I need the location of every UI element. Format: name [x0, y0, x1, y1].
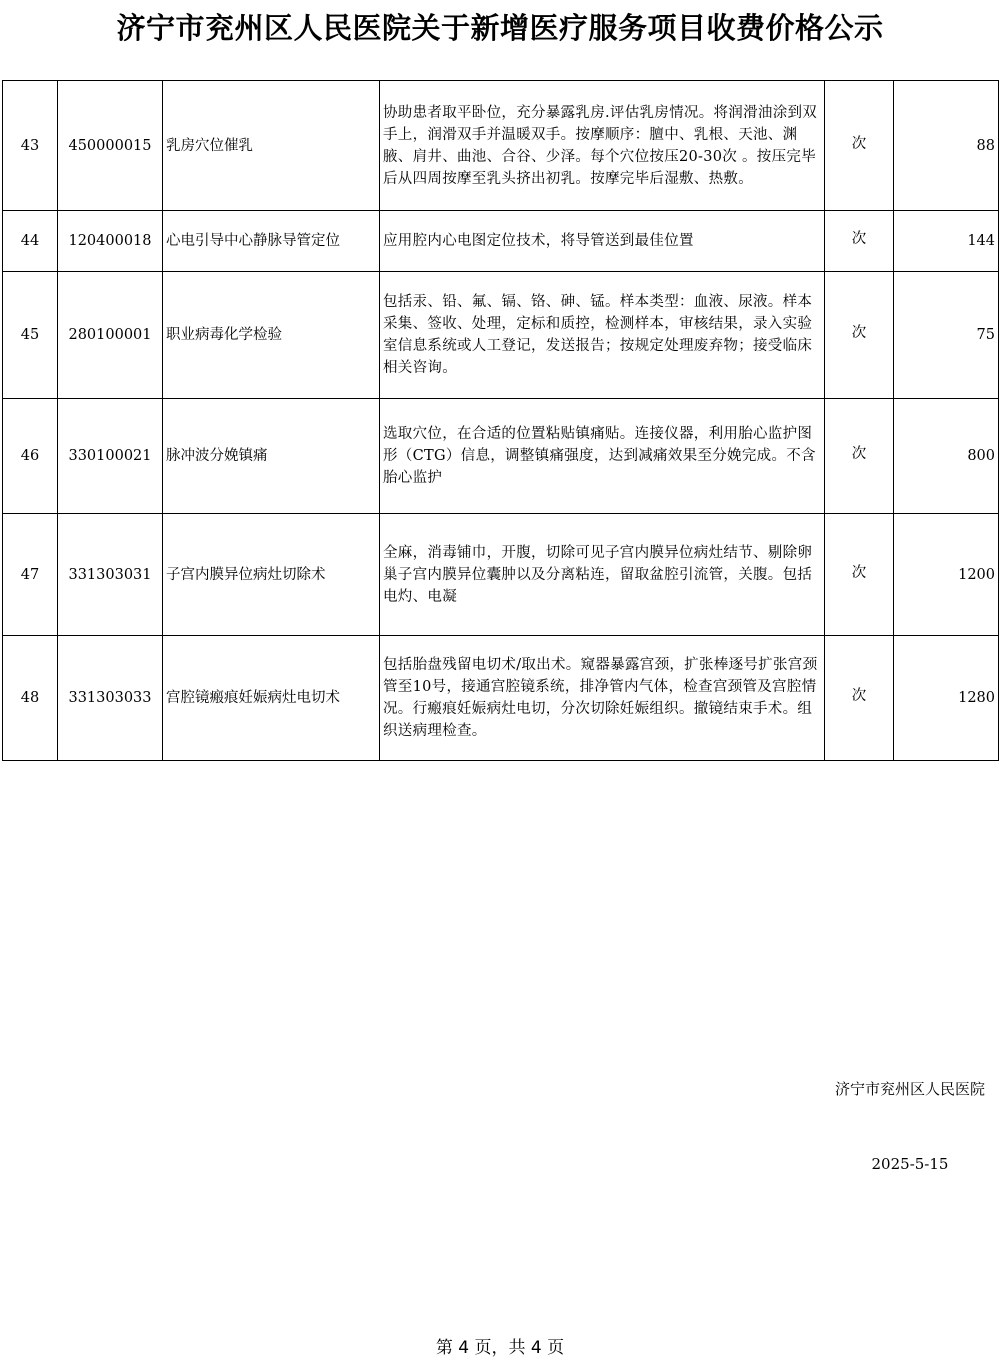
issuing-organization: 济宁市兖州区人民医院: [834, 1080, 985, 1098]
row-number: 48: [3, 636, 58, 761]
item-name: 脉冲波分娩镇痛: [163, 399, 380, 514]
item-code: 280100001: [58, 272, 163, 399]
table-row: [3, 399, 999, 514]
item-description: 全麻，消毒铺巾，开腹，切除可见子宫内膜异位病灶结节、剔除卵巢子宫内膜异位囊肿以及分离粘连，留取盆腔引流管，关腹。包括电灼、电凝: [380, 514, 825, 636]
item-price: 1200: [894, 514, 999, 636]
item-unit-text: 次: [851, 564, 867, 581]
item-price: 75: [894, 272, 999, 399]
item-price: 88: [894, 81, 999, 211]
item-price: 1280: [894, 636, 999, 761]
item-name: 心电引导中心静脉导管定位: [163, 211, 380, 272]
item-code: 450000015: [58, 81, 163, 211]
item-unit: [825, 211, 894, 272]
item-code: 330100021: [58, 399, 163, 514]
item-name: 子宫内膜异位病灶切除术: [163, 514, 380, 636]
page-number: 第 4 页，共 4 页: [435, 1338, 565, 1358]
item-description: 选取穴位，在合适的位置粘贴镇痛贴。连接仪器，利用胎心监护图形（CTG）信息，调整镇痛强度，达到减痛效果至分娩完成。不含胎心监护: [380, 399, 825, 514]
item-price: 800: [894, 399, 999, 514]
item-unit: [825, 272, 894, 399]
item-code: 120400018: [58, 211, 163, 272]
item-unit-text: 次: [851, 688, 867, 704]
item-unit-text: 次: [851, 231, 867, 247]
table-row: [3, 81, 999, 211]
item-name: 宫腔镜瘢痕妊娠病灶电切术: [163, 636, 380, 761]
item-unit-text: 次: [851, 446, 867, 462]
item-name: 职业病毒化学检验: [163, 272, 380, 399]
row-number: 46: [3, 399, 58, 514]
row-number: 44: [3, 211, 58, 272]
item-price: 144: [894, 211, 999, 272]
row-number: 47: [3, 514, 58, 636]
item-code: 331303033: [58, 636, 163, 761]
table-row: [3, 514, 999, 636]
item-unit-text: 次: [851, 325, 867, 341]
item-unit: [825, 81, 894, 211]
item-description: 包括胎盘残留电切术/取出术。窥器暴露宫颈，扩张棒逐号扩张宫颈管至10号，接通宫腔镜系统，排净管内气体，检查宫颈管及宫腔情况。行瘢痕妊娠病灶电切，分次切除妊娠组织。撤镜结束手术。组织送病理检查。: [380, 636, 825, 761]
item-code: 331303031: [58, 514, 163, 636]
item-description: 包括汞、铅、氟、镉、铬、砷、锰。样本类型：血液、尿液。样本采集、签收、处理，定标和质控，检测样本，审核结果，录入实验室信息系统或人工登记，发送报告；按规定处理废弃物；接受临床相关咨询。: [380, 272, 825, 399]
item-description: 协助患者取平卧位，充分暴露乳房.评估乳房情况。将润滑油涂到双手上，润滑双手并温暖双手。按摩顺序：膻中、乳根、天池、渊腋、肩井、曲池、合谷、少泽。每个穴位按压20-30次 。按压完毕后从四周按摩至乳头挤出初乳。按摩完毕后湿敷、热敷。: [380, 81, 825, 211]
item-unit: [825, 514, 894, 636]
issue-date: 2025-5-15: [871, 1155, 949, 1173]
item-unit: [825, 636, 894, 761]
item-unit-text: 次: [851, 135, 867, 152]
table-row: [3, 272, 999, 399]
fee-table: [2, 80, 999, 761]
document-title: 济宁市兖州区人民医院关于新增医疗服务项目收费价格公示: [116, 11, 884, 45]
item-name: 乳房穴位催乳: [163, 81, 380, 211]
table-row: [3, 211, 999, 272]
row-number: 45: [3, 272, 58, 399]
row-number: 43: [3, 81, 58, 211]
table-row: [3, 636, 999, 761]
item-description: 应用腔内心电图定位技术，将导管送到最佳位置: [380, 211, 825, 272]
item-unit: [825, 399, 894, 514]
